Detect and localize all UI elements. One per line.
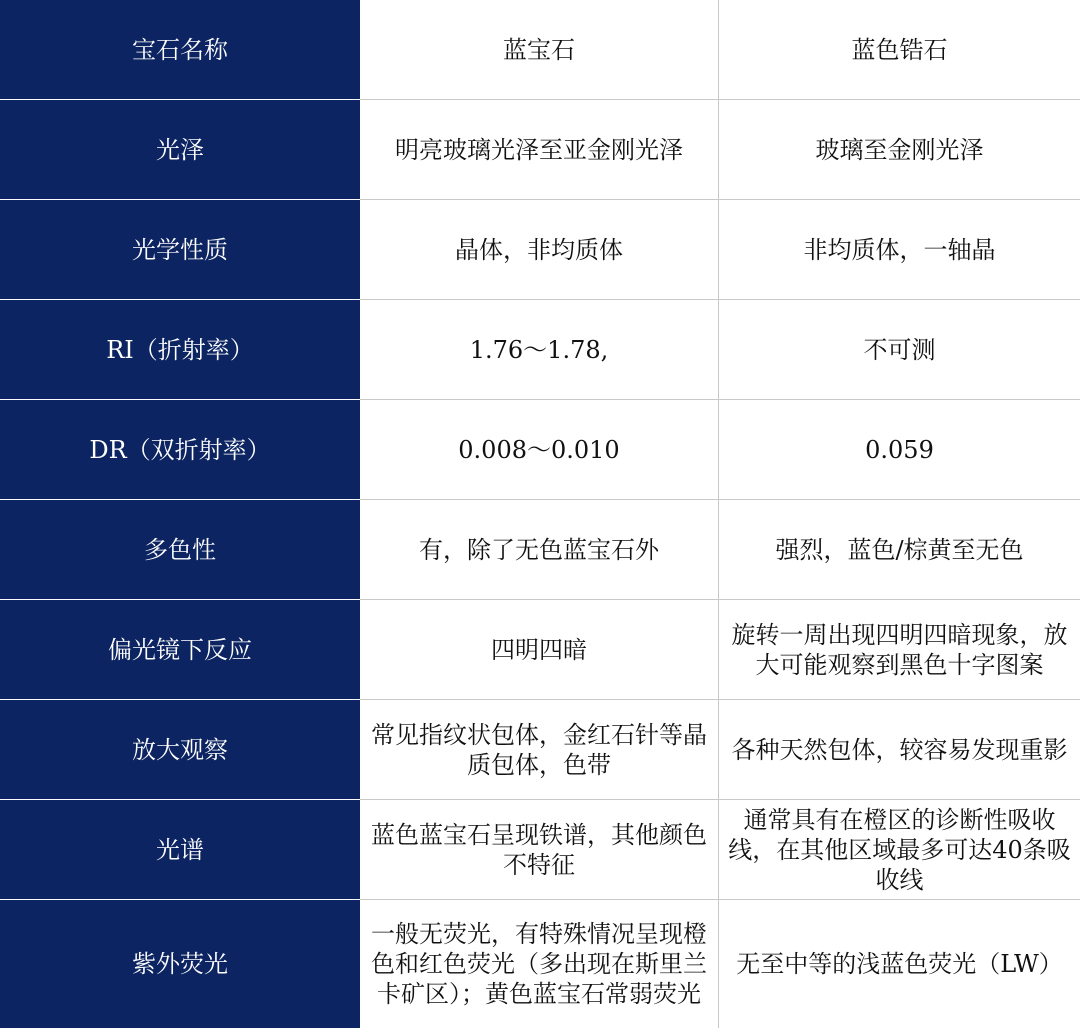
sapphire-ri-value: 1.76～1.78, bbox=[469, 335, 609, 364]
zircon-value-cell bbox=[719, 600, 1080, 700]
zircon-uv-value: 无至中等的浅蓝色荧光（LW） bbox=[736, 950, 1063, 978]
zircon-optical-value: 非均质体，一轴晶 bbox=[803, 235, 996, 264]
zircon-value-cell bbox=[719, 200, 1080, 300]
zircon-polariscope-value: 旋转一周出现四明四暗现象，放大可能观察到黑色十字图案 bbox=[731, 620, 1068, 679]
header-property-cell bbox=[0, 0, 360, 100]
zircon-pleochroism-value: 强烈，蓝色/棕黄至无色 bbox=[775, 535, 1024, 564]
header-property-label: 宝石名称 bbox=[132, 35, 228, 64]
zircon-value-cell bbox=[719, 100, 1080, 200]
sapphire-optical-value: 晶体，非均质体 bbox=[455, 235, 623, 264]
zircon-dr-value: 0.059 bbox=[865, 435, 934, 464]
zircon-value-cell bbox=[719, 700, 1080, 800]
row-label-cell bbox=[0, 400, 360, 500]
header-zircon-label: 蓝色锆石 bbox=[851, 35, 948, 64]
row-label-polariscope: 偏光镜下反应 bbox=[108, 635, 252, 664]
row-label-spectrum: 光谱 bbox=[156, 835, 204, 864]
row-label-ri: RI（折射率） bbox=[106, 335, 254, 364]
row-label-cell bbox=[0, 900, 360, 1028]
row-label-cell bbox=[0, 800, 360, 900]
row-label-uv-fluorescence: 紫外荧光 bbox=[132, 950, 228, 978]
sapphire-value-cell bbox=[360, 700, 719, 800]
sapphire-spectrum-value: 蓝色蓝宝石呈现铁谱，其他颜色不特征 bbox=[371, 820, 707, 879]
header-sapphire-label: 蓝宝石 bbox=[503, 35, 575, 64]
row-label-cell bbox=[0, 600, 360, 700]
sapphire-value-cell bbox=[360, 900, 719, 1028]
sapphire-value-cell bbox=[360, 500, 719, 600]
zircon-magnification-value: 各种天然包体，较容易发现重影 bbox=[731, 735, 1068, 764]
zircon-value-cell bbox=[719, 400, 1080, 500]
row-label-magnification: 放大观察 bbox=[132, 735, 228, 764]
sapphire-luster-value: 明亮玻璃光泽至亚金刚光泽 bbox=[395, 135, 683, 164]
header-sapphire-cell bbox=[360, 0, 719, 100]
sapphire-value-cell bbox=[360, 300, 719, 400]
zircon-ri-value: 不可测 bbox=[863, 335, 936, 364]
sapphire-polariscope-value: 四明四暗 bbox=[491, 635, 587, 664]
sapphire-value-cell bbox=[360, 400, 719, 500]
sapphire-value-cell bbox=[360, 600, 719, 700]
row-label-cell bbox=[0, 100, 360, 200]
zircon-value-cell bbox=[719, 800, 1080, 900]
sapphire-uv-value: 一般无荧光，有特殊情况呈现橙色和红色荧光（多出现在斯里兰卡矿区）；黄色蓝宝石常弱荧光 bbox=[371, 920, 707, 1008]
zircon-value-cell bbox=[719, 900, 1080, 1028]
sapphire-pleochroism-value: 有，除了无色蓝宝石外 bbox=[419, 535, 659, 564]
sapphire-dr-value: 0.008～0.010 bbox=[458, 435, 620, 464]
row-label-cell bbox=[0, 300, 360, 400]
row-label-dr: DR（双折射率） bbox=[89, 435, 271, 464]
row-label-pleochroism: 多色性 bbox=[144, 535, 216, 564]
row-label-cell bbox=[0, 700, 360, 800]
sapphire-magnification-value: 常见指纹状包体，金红石针等晶质包体，色带 bbox=[371, 720, 707, 779]
row-label-cell bbox=[0, 500, 360, 600]
sapphire-value-cell bbox=[360, 200, 719, 300]
sapphire-value-cell bbox=[360, 800, 719, 900]
zircon-value-cell bbox=[719, 300, 1080, 400]
header-zircon-cell bbox=[719, 0, 1080, 100]
zircon-value-cell bbox=[719, 500, 1080, 600]
zircon-spectrum-value: 通常具有在橙区的诊断性吸收线，在其他区域最多可达40条吸收线 bbox=[728, 805, 1071, 894]
row-label-cell bbox=[0, 200, 360, 300]
zircon-luster-value: 玻璃至金刚光泽 bbox=[815, 135, 984, 164]
row-label-luster: 光泽 bbox=[156, 135, 204, 164]
sapphire-value-cell bbox=[360, 100, 719, 200]
row-label-optical-character: 光学性质 bbox=[132, 235, 228, 264]
